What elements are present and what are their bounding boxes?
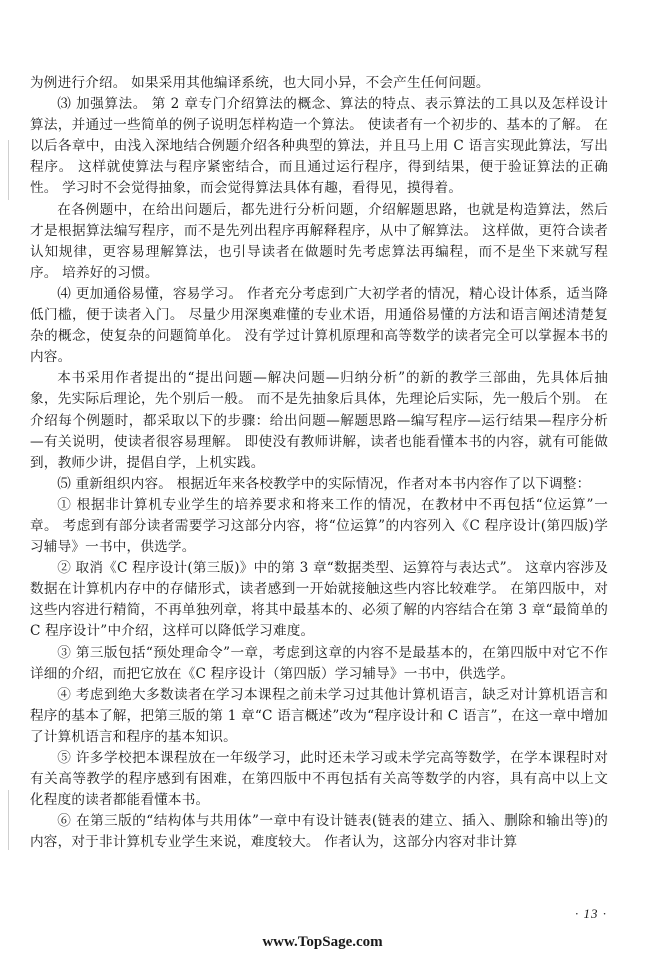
paragraph: 在各例题中，在给出问题后，都先进行分析问题，介绍解题思路，也就是构造算法，然后才是根据算法编写程序，而不是先列出程序再解释程序，从中了解算法。 这样做，更符合读者认知规律，更容易理解算法，也引导读者在做题时先考虑算法再编程，而不是坐下来就写程序。 培养好的习惯。 bbox=[30, 201, 608, 281]
paragraph: ⑷ 更加通俗易懂，容易学习。 作者充分考虑到广大初学者的情况，精心设计体系，适当降低门槛，便于读者入门。 尽量少用深奥难懂的专业术语，用通俗易懂的方法和语言阐述清楚复杂的概念，使复杂的问题简单化。 没有学过计算机原理和高等数学的读者完全可以掌握本书的内容。 bbox=[30, 285, 608, 366]
paragraph: ⑶ 加强算法。 第 2 章专门介绍算法的概念、算法的特点、表示算法的工具以及怎样设计算法，并通过一些简单的例子说明怎样构造一个算法。 使读者有一个初步的、基本的了解。 在以后各章中，由浅入深地结合例题介绍各种典型的算法，并且马上用 C 语言实现此算法，写出程序。 这样就使算法与程序紧密结合，而且通过运行程序，得到结果，便于验证算法的正确性。 学习时不会觉得抽象，而会觉得算法具体有趣，看得见，摸得着。 bbox=[30, 96, 608, 197]
body-text bbox=[30, 73, 608, 853]
footer-url: www.TopSage.com bbox=[262, 934, 383, 950]
paragraph: ① 根据非计算机专业学生的培养要求和将来工作的情况，在教材中不再包括“位运算”一章。 考虑到有部分读者需要学习这部分内容，将“位运算”的内容列入《C 程序设计(第四版)学习辅导》一书中，供选学。 bbox=[30, 496, 608, 556]
scan-edge-mark bbox=[8, 140, 9, 200]
paragraph: ② 取消《C 程序设计(第三版)》中的第 3 章“数据类型、运算符与表达式”。 这章内容涉及数据在计算机内存中的存储形式，读者感到一开始就接触这些内容比较难学。 在第四版中，对这些内容进行精简，不再单独列章，将其中最基本的、必须了解的内容结合在第 3 章“最简单的 C 程序设计”中介绍，这样可以降低学习难度。 bbox=[30, 560, 608, 640]
paragraph: 本书采用作者提出的“提出问题—解决问题—归纳分析”的新的教学三部曲，先具体后抽象，先实际后理论，先个别后一般。 而不是先抽象后具体，先理论后实际，先一般后个别。 在介绍每个例题时，都采取以下的步骤：给出问题—解题思路—编写程序—运行结果—程序分析—有关说明，使读者很容易理解。 即使没有教师讲解，读者也能看懂本书的内容，就有可能做到，教师少讲，提倡自学，上机实践。 bbox=[30, 370, 608, 471]
paragraph: ④ 考虑到绝大多数读者在学习本课程之前未学习过其他计算机语言，缺乏对计算机语言和程序的基本了解，把第三版的第 1 章“C 语言概述”改为“程序设计和 C 语言”，在这一章中增加了计算机语言和程序的基本知识。 bbox=[30, 686, 608, 745]
paragraph: ⑤ 许多学校把本课程放在一年级学习，此时还未学习或未学完高等数学，在学本课程时对有关高等教学的程序感到有困难，在第四版中不再包括有关高等数学的内容，具有高中以上文化程度的读者都能看懂本书。 bbox=[30, 750, 608, 809]
paragraph: ⑥ 在第三版的“结构体与共用体”一章中有设计链表(链表的建立、插入、删除和输出等)的内容，对于非计算机专业学生来说，难度较大。 作者认为，这部分内容对非计算 bbox=[30, 813, 608, 851]
paragraph: 为例进行介绍。 如果采用其他编译系统，也大同小异，不会产生任何问题。 bbox=[30, 75, 490, 91]
paragraph: ⑸ 重新组织内容。 根据近年来各校教学中的实际情况，作者对本书内容作了以下调整： bbox=[57, 475, 591, 492]
page-number: · 13 · bbox=[575, 906, 607, 921]
paragraph: ③ 第三版包括“预处理命令”一章，考虑到这章的内容不是最基本的，在第四版中对它不作详细的介绍，而把它放在《C 程序设计（第四版）学习辅导》一书中，供选学。 bbox=[30, 644, 608, 682]
scan-edge-mark bbox=[8, 790, 9, 850]
